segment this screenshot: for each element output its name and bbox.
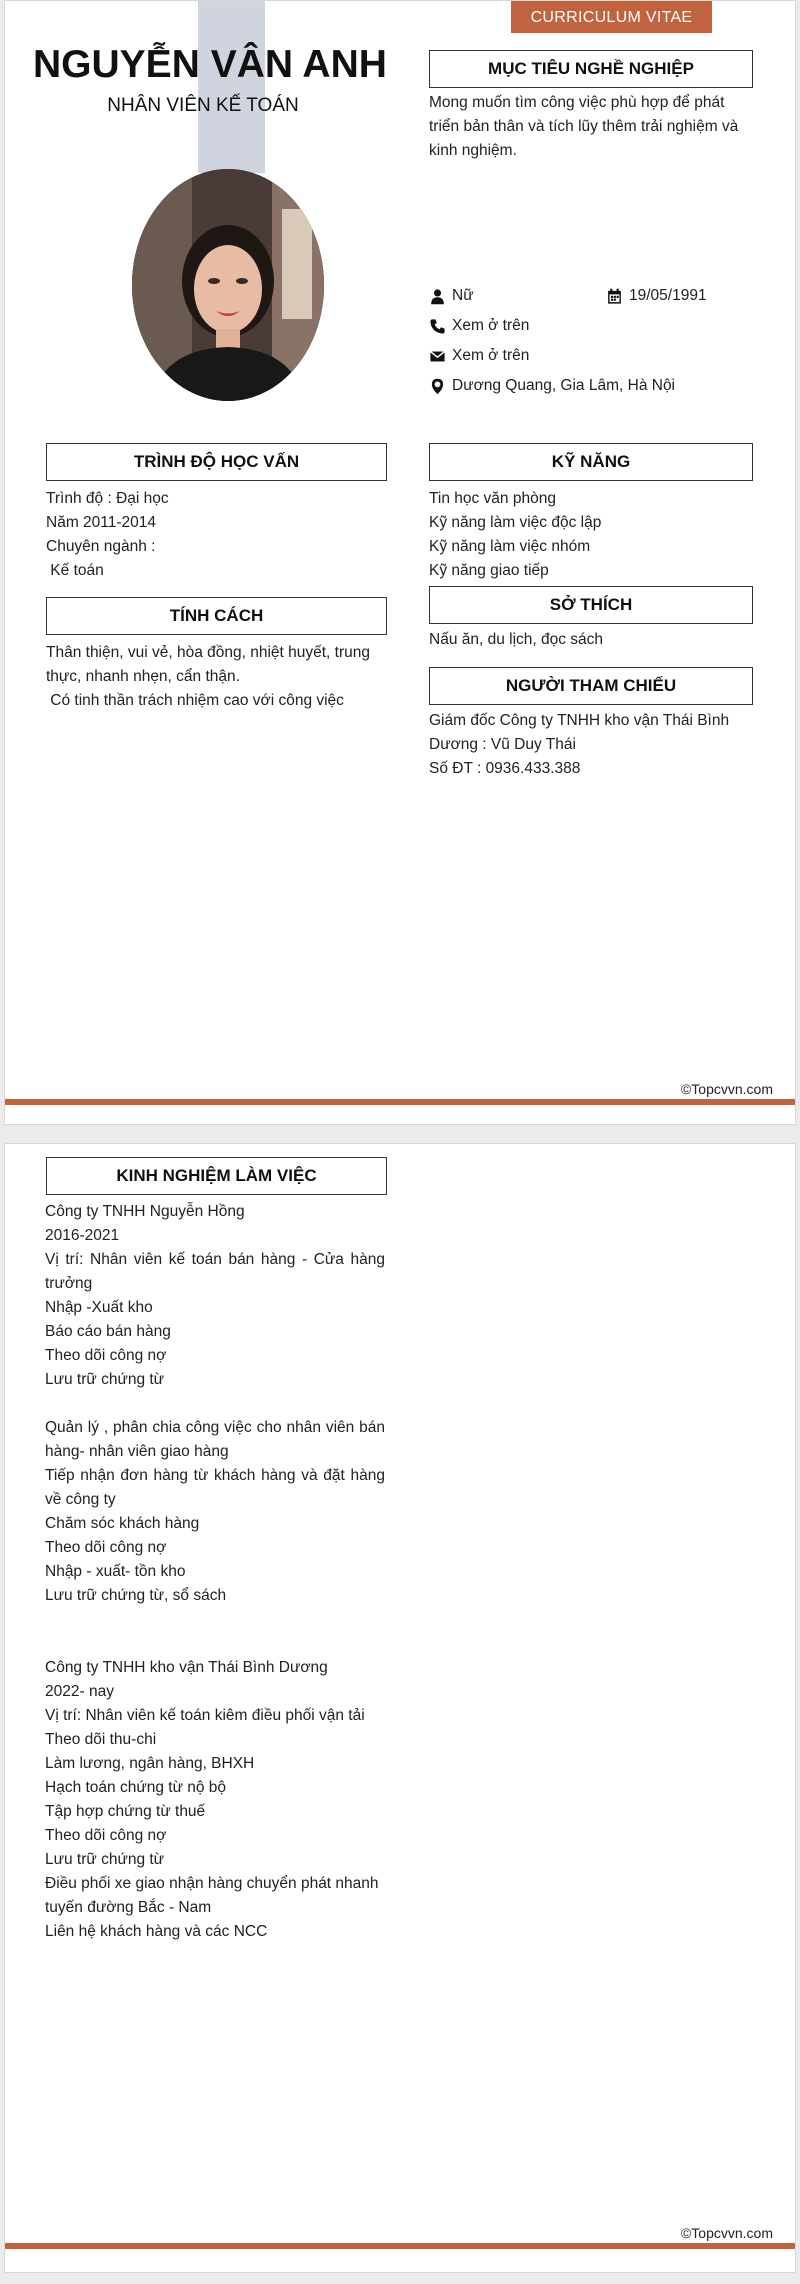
education-line: Năm 2011-2014 (46, 514, 157, 531)
hobbies-heading: SỞ THÍCH (429, 586, 753, 624)
candidate-name: NGUYỄN VÂN ANH (33, 43, 387, 86)
experience-line: Theo dõi công nợ (45, 1827, 167, 1844)
personality-line: Thân thiện, vui vẻ, hòa đồng, nhiệt huyết, trung thực, nhanh nhẹn, cẩn thận. (46, 644, 371, 685)
experience-line: Tiếp nhận đơn hàng từ khách hàng và đặt hàng về công ty (45, 1467, 385, 1508)
experience-line: Lưu trữ chứng từ (45, 1851, 165, 1868)
experience-line: Theo dõi thu-chi (45, 1731, 157, 1748)
skill-item: Tin học văn phòng (429, 490, 556, 507)
cv-page-2 (4, 1143, 796, 2273)
email-value: Xem ở trên (452, 347, 530, 364)
experience-line: Nhập -Xuất kho (45, 1299, 153, 1316)
hobby-item: Nấu ăn, du lịch, đọc sách (429, 631, 604, 648)
experience-line: 2022- nay (45, 1683, 114, 1700)
experience-line: Công ty TNHH kho vận Thái Bình Dương (45, 1659, 328, 1676)
copyright-text: ©Topcvvn.com (680, 2225, 773, 2241)
education-content (46, 487, 387, 583)
experience-line: Theo dõi công nợ (45, 1347, 167, 1364)
skill-item: Kỹ năng giao tiếp (429, 562, 549, 579)
skills-heading: KỸ NĂNG (429, 443, 753, 481)
experience-line: Điều phối xe giao nhận hàng chuyển phát nhanh tuyến đường Bắc - Nam (45, 1875, 379, 1916)
email-row (429, 347, 529, 365)
hobbies-content (429, 628, 753, 652)
personality-line: Có tinh thần trách nhiệm cao với công việc (46, 692, 344, 709)
skill-item: Kỹ năng làm việc nhóm (429, 538, 591, 555)
education-line: Chuyên ngành : (46, 538, 156, 555)
objective-text: Mong muốn tìm công việc phù hợp để phát triển bản thân và tích lũy thêm trải nghiệm và kinh nghiệm. (429, 94, 739, 159)
experience-line: Quản lý , phân chia công việc cho nhân viên bán hàng- nhân viên giao hàng (45, 1419, 385, 1460)
location-pin-icon (429, 378, 446, 395)
experience-line: Chăm sóc khách hàng (45, 1515, 200, 1532)
cv-page-1 (4, 0, 796, 1125)
references-heading: NGƯỜI THAM CHIẾU (429, 667, 753, 705)
experience-line: Báo cáo bán hàng (45, 1323, 171, 1340)
experience-heading: KINH NGHIỆM LÀM VIỆC (46, 1157, 387, 1195)
decorative-stripe (198, 1, 265, 173)
address-row (429, 377, 675, 395)
calendar-icon (606, 288, 623, 305)
experience-line: Tập hợp chứng từ thuế (45, 1803, 206, 1820)
objective-heading: MỤC TIÊU NGHỀ NGHIỆP (429, 50, 753, 88)
experience-line: Lưu trữ chứng từ, sổ sách (45, 1587, 227, 1604)
education-heading: TRÌNH ĐỘ HỌC VẤN (46, 443, 387, 481)
skill-item: Kỹ năng làm việc độc lập (429, 514, 602, 531)
personality-heading: TÍNH CÁCH (46, 597, 387, 635)
experience-line: Công ty TNHH Nguyễn Hồng (45, 1203, 245, 1220)
experience-spacer (45, 1608, 385, 1632)
footer-bar (5, 2243, 796, 2249)
phone-value: Xem ở trên (452, 317, 530, 334)
personality-content (46, 641, 387, 713)
experience-line: Làm lương, ngân hàng, BHXH (45, 1755, 255, 1772)
education-line: Kế toán (46, 562, 104, 579)
phone-icon (429, 318, 446, 335)
person-icon (429, 288, 446, 305)
gender-value: Nữ (452, 287, 474, 304)
address-value: Dương Quang, Gia Lâm, Hà Nội (452, 377, 676, 394)
experience-line: Nhập - xuất- tồn kho (45, 1563, 186, 1580)
skills-content (429, 487, 753, 583)
gender-row (429, 287, 474, 305)
reference-line: Giám đốc Công ty TNHH kho vận Thái Bình Dương : Vũ Duy Thái (429, 712, 730, 753)
copyright-text: ©Topcvvn.com (680, 1081, 773, 1097)
experience-spacer (45, 1392, 385, 1416)
phone-row (429, 317, 529, 335)
footer-bar (5, 1099, 796, 1105)
cv-banner: CURRICULUM VITAE (511, 1, 712, 33)
profile-photo-image (132, 169, 324, 401)
candidate-job-title: NHÂN VIÊN KẾ TOÁN (107, 95, 299, 116)
experience-content (45, 1200, 385, 1944)
experience-line: Vị trí: Nhân viên kế toán kiêm điều phối vận tải (45, 1707, 365, 1724)
reference-line: Số ĐT : 0936.433.388 (429, 760, 581, 777)
experience-line: Lưu trữ chứng từ (45, 1371, 165, 1388)
experience-line: Theo dõi công nợ (45, 1539, 167, 1556)
experience-line: Liên hệ khách hàng và các NCC (45, 1923, 268, 1940)
experience-line: Vị trí: Nhân viên kế toán bán hàng - Cửa hàng trưởng (45, 1251, 385, 1292)
experience-line: 2016-2021 (45, 1227, 120, 1244)
experience-spacer (45, 1632, 385, 1656)
birthday-row (606, 287, 707, 305)
birthday-value: 19/05/1991 (629, 287, 707, 304)
experience-line: Hạch toán chứng từ nộ bộ (45, 1779, 227, 1796)
profile-photo (132, 169, 324, 401)
mail-icon (429, 348, 446, 365)
references-content (429, 709, 753, 781)
education-line: Trình độ : Đại học (46, 490, 169, 507)
